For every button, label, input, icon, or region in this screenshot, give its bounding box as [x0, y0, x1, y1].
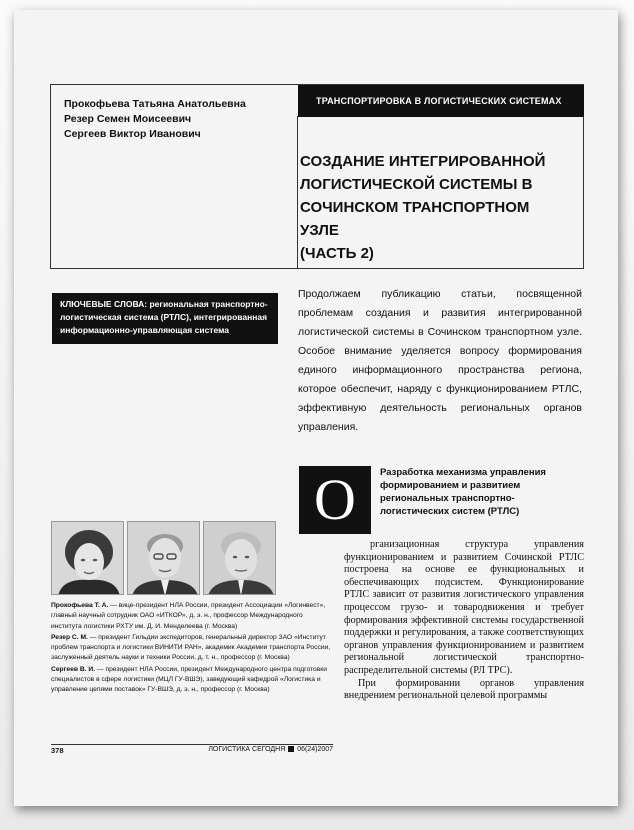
- body-paragraph: При формировании органов управления внедрением региональной целевой программы: [344, 677, 584, 702]
- article-title: [300, 150, 570, 265]
- title-line: СОЗДАНИЕ ИНТЕГРИРОВАННОЙ: [300, 153, 546, 170]
- keywords-text: региональная транспортно-логистическая система (РТЛС), интегрированная информационно-управляющая система: [60, 299, 268, 335]
- author-name: Прокофьева Татьяна Анатольевна: [64, 98, 246, 110]
- bio-text: — вице-президент НЛА России, президент Ассоциации «Логинвест», главный научный сотрудник ОАО «ИТКОР», д. э. н., профессор Международного института логистики РХТУ им. Д. И. Менделеева (г. Москва): [51, 602, 326, 630]
- keywords-label: КЛЮЧЕВЫЕ СЛОВА:: [60, 299, 148, 309]
- bio-name: Сергеев В. И.: [51, 665, 96, 673]
- issue-number: 06(24)2007: [297, 746, 333, 753]
- bio-name: Прокофьева Т. А.: [51, 602, 109, 609]
- bio-text: — президент Гильдии экспедиторов, генеральный директор ЗАО «Институт проблем транспорта и логистики ВИНИТИ РАН», академик Академии транспорта России, заслуженный деятель науки и техники России, д. т. н., профессор (г. Москва): [51, 633, 331, 662]
- dropcap-letter: О: [314, 467, 356, 532]
- footer-rule: [51, 744, 333, 745]
- section-heading: Разработка механизма управления формированием и развитием региональных транспортно-логистических систем (РТЛС): [380, 467, 546, 517]
- title-line: СОЧИНСКОМ ТРАНСПОРТНОМ УЗЛЕ: [300, 199, 530, 239]
- author-photo-sergeev: [203, 521, 276, 595]
- bio-name: Резер С. М.: [51, 633, 88, 641]
- square-bullet-icon: [288, 746, 294, 752]
- author-name: Сергеев Виктор Иванович: [64, 128, 201, 140]
- rubric-banner: ТРАНСПОРТИРОВКА В ЛОГИСТИЧЕСКИХ СИСТЕМАХ: [298, 85, 584, 117]
- title-line: ЛОГИСТИЧЕСКОЙ СИСТЕМЫ В: [300, 176, 533, 193]
- dropcap-box: [299, 466, 371, 534]
- author-photo-rezer: [127, 521, 200, 595]
- body-paragraph: рганизационная структура управления функционированием и развитием Сочинской РТЛС построена на основе ее функциональных и обеспечивающих подсистем. Функционирование РТЛС зависит от развития логистического управления процессом грузо- и товародвижения и требует формирования эффективной системы государственной поддержки и регулирования, а также соответствующих органов управления функционированием и развитием региональной логистической транспортно-распределительной системы (РЛ ТРС).: [344, 539, 584, 676]
- lead-paragraph: Продолжаем публикацию статьи, посвященной проблемам создания и развития интегрированной логистической системы в Сочинском транспортном узле. Особое внимание уделяется вопросу формирования единого информационного пространства региона, которое обеспечит, наряду с функционированием РТЛС, эффективную деятельность региональных органов управления.: [298, 288, 582, 433]
- article-body: [344, 539, 584, 703]
- author-bio: [51, 601, 333, 632]
- author-bio: [51, 633, 333, 664]
- title-line: (ЧАСТЬ 2): [300, 245, 374, 262]
- author-bios: [51, 601, 333, 697]
- author-photos: [51, 521, 277, 595]
- author-list: [64, 97, 246, 142]
- keywords-box: [52, 293, 278, 344]
- bio-text: — президент НЛА России, президент Международного центра подготовки специалистов в сфере логистики (МЦЛ ГУ-ВШЭ), заведующий кафедрой «Логистика и управление цепями поставок» ГУ-ВШЭ, д. э. н., профессор (г. Москва): [51, 665, 327, 694]
- author-name: Резер Семен Моисеевич: [64, 113, 192, 125]
- page-number: 378: [51, 746, 64, 755]
- author-bio: [51, 665, 333, 696]
- header-divider: [297, 116, 298, 269]
- journal-name: ЛОГИСТИКА СЕГОДНЯ: [208, 746, 286, 753]
- author-photo-prokofyeva: [51, 521, 124, 595]
- journal-footer: [200, 746, 333, 753]
